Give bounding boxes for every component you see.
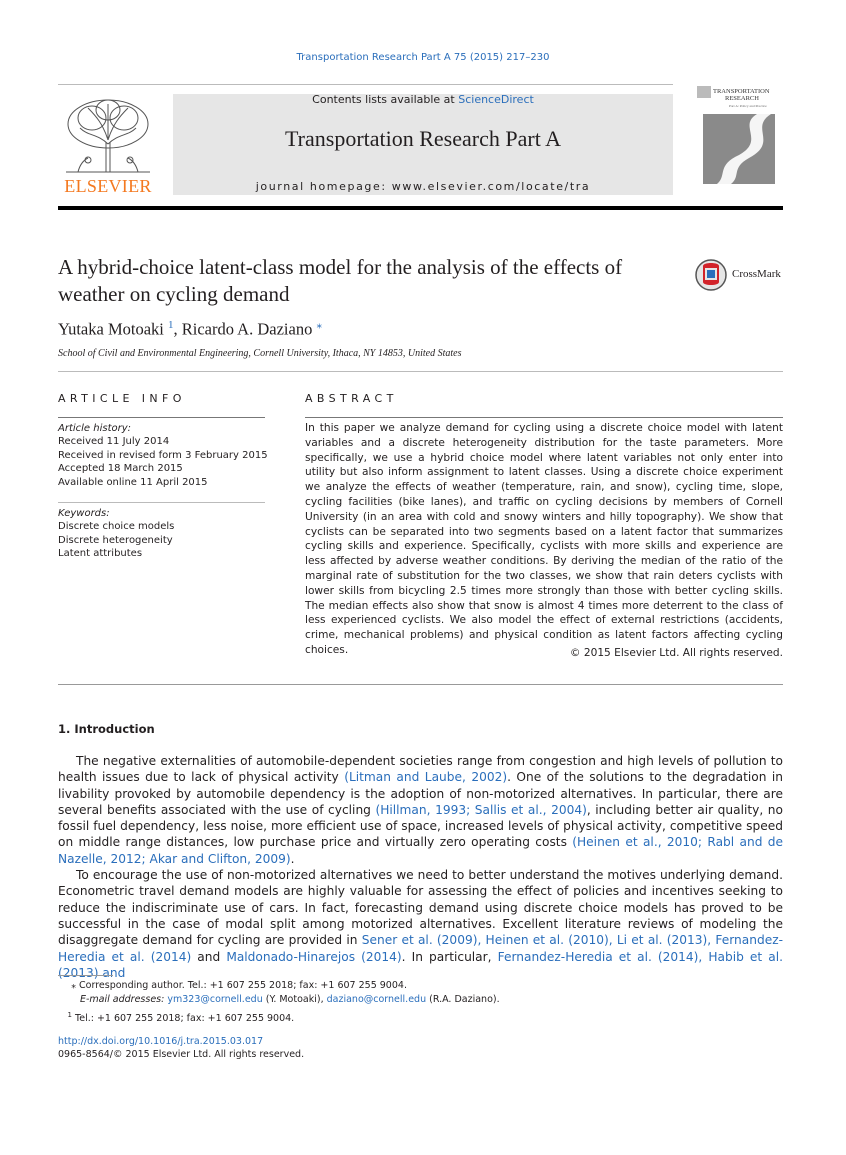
footnote-mark: 1 xyxy=(67,1010,72,1019)
journal-reference-link[interactable]: Transportation Research Part A 75 (2015) 217–230 xyxy=(296,52,550,63)
header-thick-rule xyxy=(58,206,783,210)
paragraph-text: . xyxy=(290,851,295,866)
keywords-rule xyxy=(58,502,265,503)
keyword-item: Discrete heterogeneity xyxy=(58,534,173,546)
journal-homepage[interactable]: journal homepage: www.elsevier.com/locate/tra xyxy=(255,180,591,193)
contents-prefix: Contents lists available at xyxy=(312,93,459,106)
paragraph-text: The negative externalities of automobile-dependent societies range from congestion and high levels of pollution to health issues due to lack of physical activity xyxy=(58,754,783,785)
citation-link[interactable]: (Litman and Laube, 2002) xyxy=(344,770,508,785)
history-item: Accepted 18 March 2015 xyxy=(58,463,183,475)
abstract-text: In this paper we analyze demand for cycling using a discrete choice model with latent variables and a discrete heterogeneity distribution for the taste parameters. More specifically, we use a hybrid choice model where latent variables not only enter into utility but also inform assignment to latent classes. Using a discrete choice experiment we analyze the effects of weather (temperature, rain, and snow), cycling time, slope, cycling facilities (bike lanes), and traffic on cycling decisions by members of Cornell University (in an area with cold and snowy winters and hilly topography). We show that cyclists can be separated into two segments based on a latent factor that summarizes cycling skills and experience. Specifically, cyclists with more skills and experience are less affected by adverse weather conditions. By deriving the median of the ratio of the marginal rate of substitution for the two classes, we show that rain deters cyclists with lower skills from bicycling 2.5 times more strongly than those with better cycling skills. The median effects also show that snow is almost 4 times more deterrent to the class of less experienced cyclists. We also model the effect of external restrictions (accidents, crime, mechanical problems) and physical condition as latent factors affecting cycling choices. xyxy=(305,422,783,656)
footnote-emails xyxy=(58,993,783,1007)
citation-link[interactable]: Fernandez-Heredia et al. (2014), Habib et al. (2013) and xyxy=(58,949,783,980)
crossmark-label: CrossMark xyxy=(732,268,781,280)
intro-paragraph xyxy=(58,753,783,867)
author-name: Yutaka Motoaki xyxy=(58,319,164,339)
author-name: Ricardo A. Daziano xyxy=(181,319,313,339)
sciencedirect-link[interactable]: ScienceDirect xyxy=(458,93,534,106)
history-item: Received 11 July 2014 xyxy=(58,436,170,448)
footnotes xyxy=(58,979,783,1026)
journal-title: Transportation Research Part A xyxy=(285,126,561,151)
abstract-heading: ABSTRACT xyxy=(305,392,398,405)
cover-title-line2: RESEARCH xyxy=(725,95,759,102)
footnote-corresponding xyxy=(58,979,783,993)
keyword-item: Latent attributes xyxy=(58,548,143,560)
doi-link[interactable]: http://dx.doi.org/10.1016/j.tra.2015.03.017 xyxy=(58,1036,264,1047)
citation-link[interactable]: Sener et al. (2009), Heinen et al. (2010), Li et al. (2013), Fernandez-Heredia et al. (2014) xyxy=(58,933,783,964)
email-label: E-mail addresses: xyxy=(80,994,165,1006)
contents-line xyxy=(173,93,673,106)
history-item: Available online 11 April 2015 xyxy=(58,476,208,488)
corresponding-author-mark[interactable]: ⁎ xyxy=(316,319,322,331)
abstract-rule xyxy=(305,417,783,418)
paragraph-text: To encourage the use of non-motorized alternatives we need to better understand the motives underlying demand. Econometric travel demand models are highly valuable for assessing the effect of policies and incentives seeking to reduce the indiscriminate use of cars. In fact, forecasting demand using discrete choice models has proved to be successful in the case of modal split among motorized alternatives. Excellent literature reviews of modeling the disaggregate demand for cycling are provided in xyxy=(58,868,783,948)
journal-cover-thumbnail xyxy=(697,86,783,188)
citation-link[interactable]: (Hillman, 1993; Sallis et al., 2004) xyxy=(375,802,587,817)
issn-line: 0965-8564/© 2015 Elsevier Ltd. All rights reserved. xyxy=(58,1049,305,1060)
abstract-end-rule xyxy=(58,684,783,685)
keywords-label: Keywords: xyxy=(58,508,110,519)
keywords-block xyxy=(58,507,268,561)
paragraph-text: . In particular, xyxy=(401,949,498,964)
affiliation-divider xyxy=(58,371,783,372)
header-rule xyxy=(58,84,673,85)
footnote-mark: ⁎ xyxy=(71,980,76,991)
email-owner: (R.A. Daziano). xyxy=(426,994,500,1006)
affiliation: School of Civil and Environmental Engineering, Cornell University, Ithaca, NY 14853, United States xyxy=(58,348,462,359)
article-history xyxy=(58,422,268,489)
history-label: Article history: xyxy=(58,423,132,434)
history-item: Received in revised form 3 February 2015 xyxy=(58,449,268,461)
keyword-item: Discrete choice models xyxy=(58,521,175,533)
citation-link[interactable]: Maldonado-Hinarejos (2014) xyxy=(226,949,402,964)
email-link[interactable]: ym323@cornell.edu xyxy=(167,994,263,1006)
cover-art xyxy=(697,86,783,188)
footnote-text: Corresponding author. Tel.: +1 607 255 2018; fax: +1 607 255 9004. xyxy=(79,980,407,991)
footnote-rule xyxy=(58,975,113,976)
author-separator: , xyxy=(173,319,182,339)
email-link[interactable]: daziano@cornell.edu xyxy=(326,994,427,1006)
article-title: A hybrid-choice latent-class model for the analysis of the effects of weather on cycling demand xyxy=(58,255,623,306)
paragraph-text: , including better air quality, no fossil fuel dependency, less noise, more efficient use of space, increased levels of physical activity, competitive speed on middle range distances, low purchase price and virtually zero operating costs xyxy=(58,802,783,850)
elsevier-wordmark: ELSEVIER xyxy=(64,176,152,196)
abstract-copyright: © 2015 Elsevier Ltd. All rights reserved. xyxy=(569,647,783,659)
crossmark-badge[interactable] xyxy=(695,258,787,292)
author-list xyxy=(58,318,322,340)
cover-subtitle: Part A: Policy and Practice xyxy=(729,104,767,108)
crossmark-icon xyxy=(695,258,727,292)
article-info-rule xyxy=(58,417,265,418)
cover-title-line1: TRANSPORTATION xyxy=(713,88,770,95)
citation-link[interactable]: (Heinen et al., 2010; Rabl and de Nazelle, 2012; Akar and Clifton, 2009) xyxy=(58,835,783,866)
paragraph-text: . One of the solutions to the degradation in livability provoked by automobile dependency is the adoption of non-motorized alternatives. In particular, there are several benefits associated with the use of cycling xyxy=(58,770,784,817)
intro-body xyxy=(58,753,783,981)
footnote-text: Tel.: +1 607 255 2018; fax: +1 607 255 9004. xyxy=(75,1012,295,1024)
intro-paragraph xyxy=(58,867,783,981)
author-footnote-mark[interactable]: 1 xyxy=(167,319,174,331)
email-owner: (Y. Motoaki), xyxy=(262,994,327,1006)
section-heading: 1. Introduction xyxy=(58,722,155,736)
paragraph-text: and xyxy=(191,949,227,964)
article-info-heading: ARTICLE INFO xyxy=(58,392,186,405)
footnote-1 xyxy=(58,1008,783,1026)
